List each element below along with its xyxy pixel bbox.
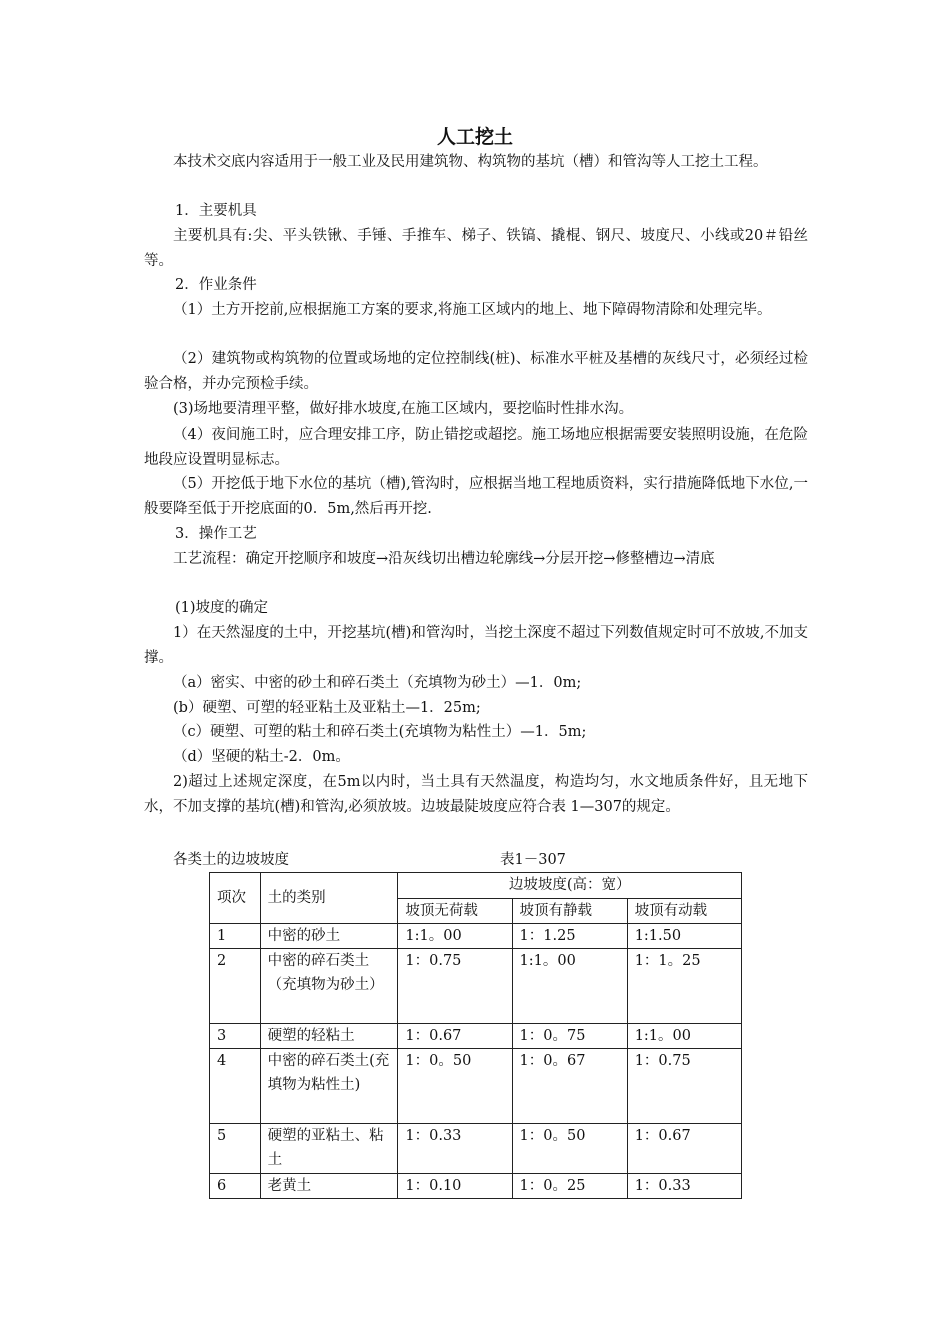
section-heading-process: 3．操作工艺 — [175, 526, 257, 542]
row-static-load: 1：0。50 — [512, 1124, 627, 1174]
page-title: 人工挖土 — [436, 126, 513, 148]
row-dynamic-load: 1:1.50 — [627, 924, 741, 949]
slope-table — [209, 872, 742, 1199]
row-static-load: 1:1。00 — [512, 949, 627, 1024]
row-no-load: 1:1。00 — [398, 924, 512, 949]
row-no-load: 1：0.10 — [398, 1174, 512, 1199]
tools-paragraph: 主要机具有:尖、平头铁锹、手锤、手推车、梯子、铁镐、撬棍、钢尺、坡度尺、小线或20＃铅丝等。 — [144, 228, 808, 269]
row-dynamic-load: 1：0.75 — [627, 1049, 741, 1124]
slope-paragraph: 1）在天然湿度的土中，开挖基坑(槽)和管沟时，当挖土深度不超过下列数值规定时可不放坡,不加支撑。 — [144, 625, 808, 666]
row-no: 2 — [210, 949, 261, 1024]
table-number: 表1－307 — [500, 852, 566, 868]
row-no-load: 1：0.75 — [398, 949, 512, 1024]
condition-item: （2）建筑物或构筑物的位置或场地的定位控制线(桩)、标准水平桩及基槽的灰线尺寸，必须经过检验合格，并办完预检手续。 — [144, 351, 808, 392]
condition-item: (3)场地要清理平整，做好排水坡度,在施工区域内，要挖临时性排水沟。 — [173, 401, 634, 417]
subsection-heading-slope: (1)坡度的确定 — [175, 600, 269, 616]
row-soil-type: 中密的碎石类土(充填物为粘性土) — [260, 1049, 398, 1124]
row-no: 4 — [210, 1049, 261, 1124]
row-dynamic-load: 1：0.67 — [627, 1124, 741, 1174]
depth-item: (b）硬塑、可塑的轻亚粘土及亚粘土—1．25m; — [173, 700, 481, 716]
row-no: 5 — [210, 1124, 261, 1174]
row-soil-type: 中密的碎石类土（充填物为砂土） — [260, 949, 398, 1024]
row-soil-type: 硬塑的亚粘土、粘土 — [260, 1124, 398, 1174]
depth-item: （d）坚硬的粘土-2．0m。 — [173, 749, 350, 765]
process-flow-paragraph: 工艺流程：确定开挖顺序和坡度→沿灰线切出槽边轮廓线→分层开挖→修整槽边→清底 — [173, 551, 715, 567]
row-no: 1 — [210, 924, 261, 949]
depth-item: （a）密实、中密的砂土和碎石类土（充填物为砂土）—1．0m; — [173, 675, 582, 691]
row-no-load: 1：0。50 — [398, 1049, 512, 1124]
table-caption: 各类土的边坡坡度 — [173, 852, 289, 868]
row-soil-type: 老黄土 — [260, 1174, 398, 1199]
slope-rule-paragraph: 2)超过上述规定深度，在5m以内时，当土具有天然温度，构造均匀，水文地质条件好，且无地下水，不加支撑的基坑(槽)和管沟,必须放坡。边坡最陡坡度应符合表 1—307的规定。 — [144, 774, 808, 815]
header-soil-type: 土的类别 — [260, 873, 398, 924]
intro-paragraph: 本技术交底内容适用于一般工业及民用建筑物、构筑物的基坑（槽）和管沟等人工挖土工程。 — [173, 154, 768, 170]
row-dynamic-load: 1：0.33 — [627, 1174, 741, 1199]
table-header-row — [210, 873, 742, 899]
header-dynamic-load: 坡顶有动载 — [627, 899, 741, 924]
row-static-load: 1：0。25 — [512, 1174, 627, 1199]
row-static-load: 1：1.25 — [512, 924, 627, 949]
row-soil-type: 中密的砂土 — [260, 924, 398, 949]
row-static-load: 1：0。75 — [512, 1024, 627, 1049]
row-dynamic-load: 1:1。00 — [627, 1024, 741, 1049]
depth-item: （c）硬塑、可塑的粘土和碎石类土(充填物为粘性土）—1．5m; — [173, 724, 587, 740]
condition-item: （1）土方开挖前,应根据施工方案的要求,将施工区域内的地上、地下障碍物清除和处理完毕。 — [173, 302, 772, 318]
row-static-load: 1：0。67 — [512, 1049, 627, 1124]
table-row — [210, 1174, 742, 1199]
condition-item: （4）夜间施工时，应合理安排工序，防止错挖或超挖。施工场地应根据需要安装照明设施，在危险地段应设置明显标志。 — [144, 427, 808, 468]
row-soil-type: 硬塑的轻粘土 — [260, 1024, 398, 1049]
condition-item: （5）开挖低于地下水位的基坑（槽),管沟时，应根据当地工程地质资料，实行措施降低地下水位,一般要降至低于开挖底面的0．5m,然后再开挖. — [144, 476, 808, 517]
table-row — [210, 1024, 742, 1049]
header-static-load: 坡顶有静载 — [512, 899, 627, 924]
section-heading-conditions: 2．作业条件 — [175, 277, 257, 293]
row-no-load: 1：0.67 — [398, 1024, 512, 1049]
table-row — [210, 949, 742, 1024]
header-no: 项次 — [210, 873, 261, 924]
table-row — [210, 924, 742, 949]
row-no: 3 — [210, 1024, 261, 1049]
header-no-load: 坡顶无荷载 — [398, 899, 512, 924]
row-dynamic-load: 1：1。25 — [627, 949, 741, 1024]
table-row — [210, 1124, 742, 1174]
section-heading-tools: 1．主要机具 — [175, 203, 257, 219]
row-no: 6 — [210, 1174, 261, 1199]
header-slope-group: 边坡坡度(高：宽） — [398, 873, 742, 899]
row-no-load: 1：0.33 — [398, 1124, 512, 1174]
table-row — [210, 1049, 742, 1124]
